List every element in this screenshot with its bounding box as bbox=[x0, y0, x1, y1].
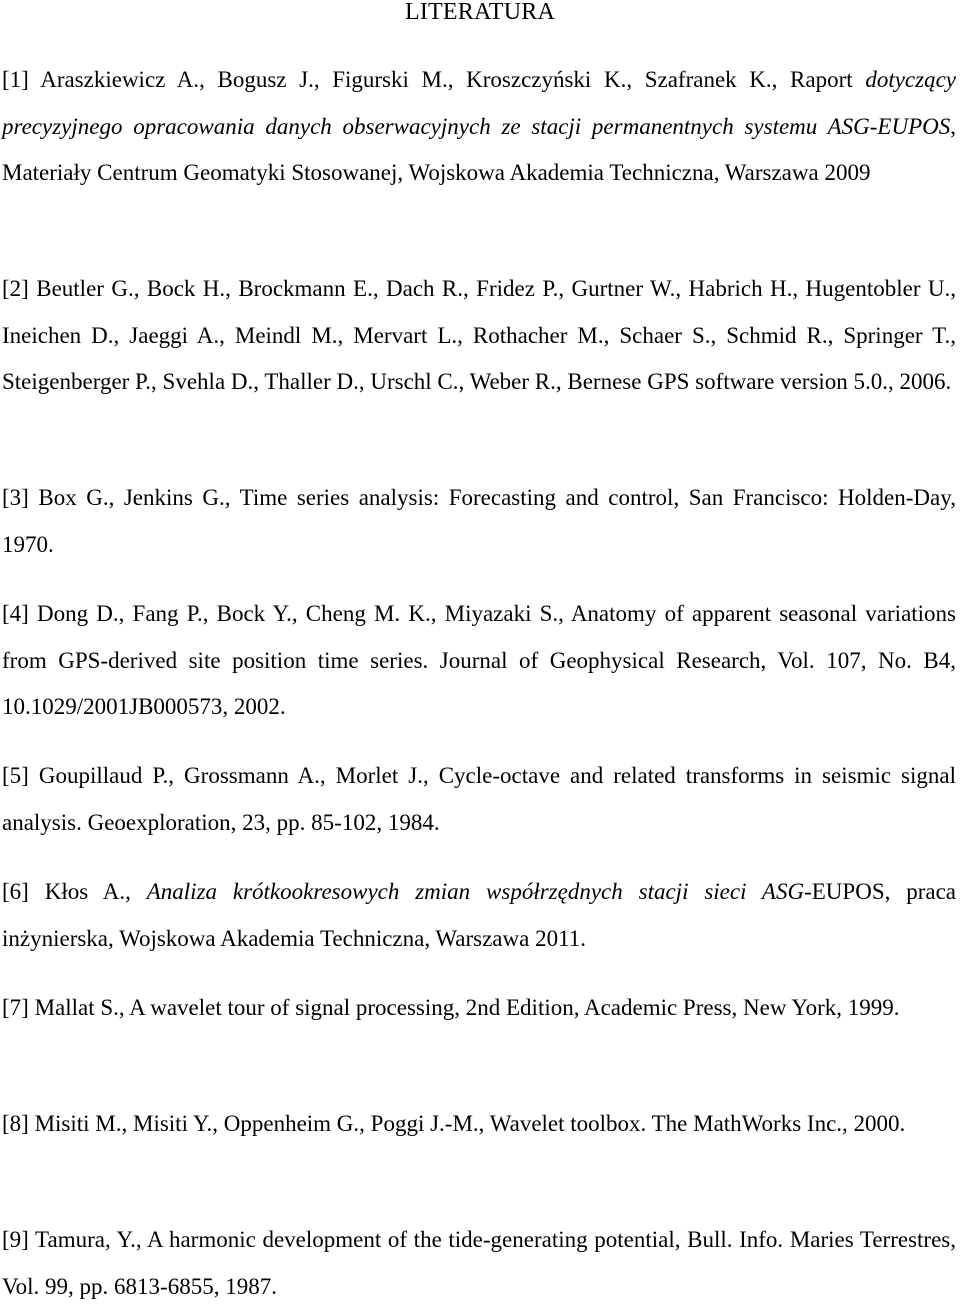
reference-item-4 bbox=[2, 591, 956, 731]
reference-text: Dong D., Fang P., Bock Y., Cheng M. K., Miyazaki S., Anatomy of apparent seasonal variations from GPS-derived site position time series. Journal of Geophysical Research, Vol. 107, No. B4, 10.1029/2001JB000573, 2002. bbox=[2, 601, 957, 719]
reference-text: Box G., Jenkins G., Time series analysis: Forecasting and control, San Francisco: Holden-Day, 1970. bbox=[2, 485, 956, 557]
reference-text: Kłos A., bbox=[44, 879, 147, 904]
reference-number: [3] bbox=[2, 485, 29, 510]
reference-text-continued: , Materiały Centrum Geomatyki Stosowanej, Wojskowa Akademia Techniczna, Warszawa 2009 bbox=[2, 113, 956, 185]
reference-item-1 bbox=[2, 57, 956, 197]
reference-text-continued: -EUPOS, praca inżynierska, Wojskowa Akademia Techniczna, Warszawa 2011. bbox=[2, 879, 957, 951]
reference-text: Misiti M., Misiti Y., Oppenheim G., Poggi J.-M., Wavelet toolbox. The MathWorks Inc., 2000. bbox=[34, 1111, 906, 1136]
reference-number: [4] bbox=[2, 601, 29, 626]
reference-item-6 bbox=[2, 869, 956, 962]
page-title: LITERATURA bbox=[405, 0, 555, 25]
reference-item-8 bbox=[2, 1101, 956, 1148]
reference-item-9 bbox=[2, 1217, 956, 1310]
reference-item-2 bbox=[2, 266, 956, 406]
reference-item-3 bbox=[2, 475, 956, 568]
reference-text: Beutler G., Bock H., Brockmann E., Dach R., Fridez P., Gurtner W., Habrich H., Hugentobler U., Ineichen D., Jaeggi A., Meindl M., Mervart L., Rothacher M., Schaer S., Schmid R., Springer T., Steigenberger P., Svehla D., Thaller D., Urschl C., Weber R., Bernese GPS software version 5.0., 2006. bbox=[2, 276, 956, 394]
reference-number: [5] bbox=[2, 763, 29, 788]
reference-text: Tamura, Y., A harmonic development of the tide-generating potential, Bull. Info. Maries Terrestres, Vol. 99, pp. 6813-6855, 1987. bbox=[2, 1227, 956, 1299]
reference-text: Goupillaud P., Grossmann A., Morlet J., Cycle-octave and related transforms in seismic signal analysis. Geoexploration, 23, pp. 85-102, 1984. bbox=[2, 763, 956, 835]
reference-item-7 bbox=[2, 985, 956, 1032]
reference-italic-text: Analiza krótkookresowych zmian współrzędnych stacji sieci ASG bbox=[146, 879, 805, 904]
reference-item-5 bbox=[2, 753, 956, 846]
reference-text: Araszkiewicz A., Bogusz J., Figurski M., Kroszczyński K., Szafranek K., Raport bbox=[40, 67, 866, 92]
reference-number: [2] bbox=[2, 276, 29, 301]
reference-number: [9] bbox=[2, 1227, 29, 1252]
reference-number: [1] bbox=[2, 67, 29, 92]
reference-number: [7] bbox=[2, 995, 29, 1020]
reference-number: [8] bbox=[2, 1111, 29, 1136]
reference-italic-text: dotyczący precyzyjnego opracowania danych obserwacyjnych ze stacji permanentnych systemu ASG-EUPOS bbox=[2, 67, 956, 139]
reference-number: [6] bbox=[2, 879, 29, 904]
reference-text: Mallat S., A wavelet tour of signal processing, 2nd Edition, Academic Press, New York, 1999. bbox=[34, 995, 900, 1020]
